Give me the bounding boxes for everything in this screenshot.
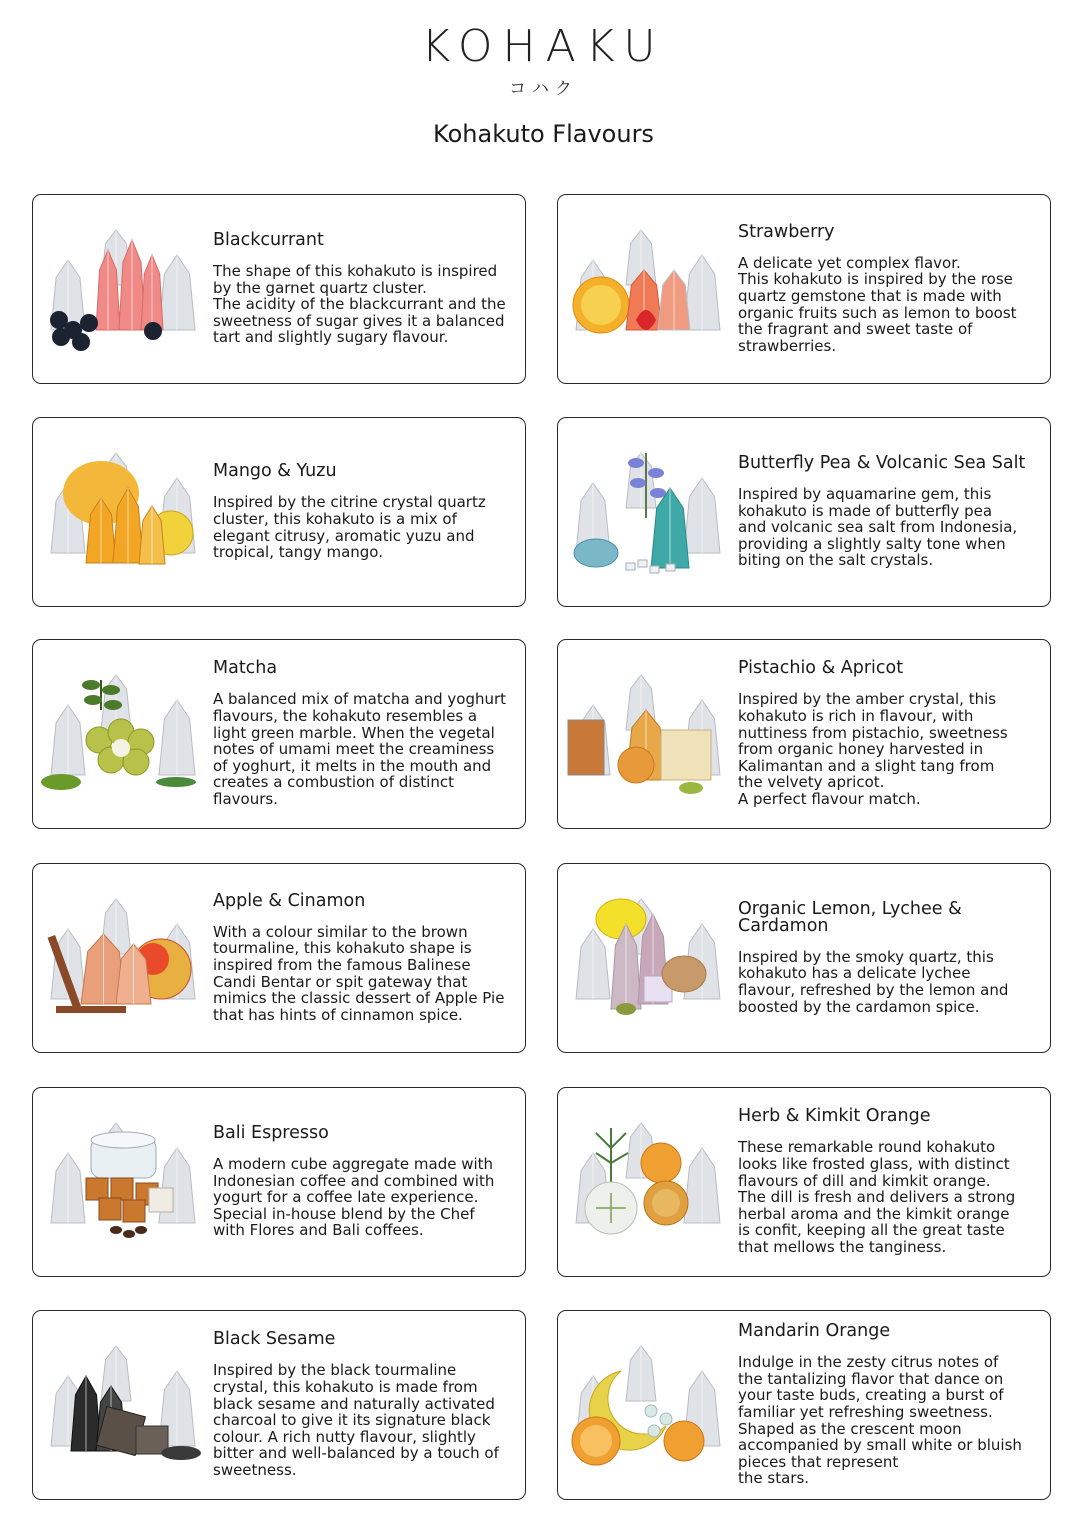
flavour-name: Butterfly Pea & Volcanic Sea Salt bbox=[738, 453, 1026, 474]
flavour-text bbox=[738, 195, 1038, 383]
flavour-description: A modern cube aggregate made with Indonesian coffee and combined with yogurt for a coffee late experience. Special in-house blend by the Chef with Flores and Bali coffees. bbox=[213, 1155, 495, 1240]
flavour-card bbox=[32, 1310, 526, 1500]
flavour-text bbox=[738, 418, 1038, 606]
mango-yuzu-crystal-icon bbox=[41, 448, 201, 578]
matcha-crystal-icon bbox=[41, 670, 201, 800]
flavour-description: Indulge in the zesty citrus notes of the tantalizing flavor that dance on your taste buds, creating a burst of familiar yet refreshing sweetness. Shaped as the crescent moon accompanied by small white or bluish pieces that represent the stars. bbox=[738, 1353, 1022, 1488]
flavour-name: Mandarin Orange bbox=[738, 1321, 891, 1342]
flavour-description: A delicate yet complex flavor. This kohakuto is inspired by the rose quartz gemstone that is made with organic fruits such as lemon to boost the fragrant and sweet taste of strawberries. bbox=[738, 253, 1017, 355]
flavour-name: Matcha bbox=[213, 658, 278, 679]
flavour-text bbox=[213, 418, 513, 606]
flavour-text bbox=[213, 864, 513, 1052]
butterfly-pea-crystal-icon bbox=[566, 448, 726, 578]
flavour-description: These remarkable round kohakuto looks like frosted glass, with distinct flavours of dill and kimkit orange. The dill is fresh and delivers a strong herbal aroma and the kimkit orange is confit, keeping all the great taste that mellows the tanginess. bbox=[738, 1138, 1016, 1256]
flavour-card bbox=[557, 1087, 1051, 1277]
flavour-card bbox=[32, 417, 526, 607]
flavour-description: Inspired by the black tourmaline crystal, this kohakuto is made from black sesame and naturally activated charcoal to give it its signature black colour. A rich nutty flavour, slightly bitter and well-balanced by a touch of sweetness. bbox=[213, 1361, 499, 1479]
flavour-name: Blackcurrant bbox=[213, 230, 324, 251]
flavour-text bbox=[738, 640, 1038, 828]
herb-orange-crystal-icon bbox=[566, 1118, 726, 1248]
flavour-name: Organic Lemon, Lychee & Cardamon bbox=[738, 898, 962, 936]
flavour-card bbox=[557, 639, 1051, 829]
flavour-text bbox=[738, 1311, 1038, 1499]
mandarin-crystal-icon bbox=[566, 1341, 726, 1471]
flavour-text bbox=[213, 640, 513, 828]
flavour-description: Inspired by the smoky quartz, this kohakuto has a delicate lychee flavour, refreshed by the lemon and boosted by the cardamon spice. bbox=[738, 947, 1009, 1016]
flavour-card bbox=[557, 417, 1051, 607]
flavour-description: The shape of this kohakuto is inspired by the garnet quartz cluster. The acidity of the blackcurrant and the sweetness of sugar gives it a balanced tart and slightly sugary flavour. bbox=[213, 262, 506, 347]
apple-cinnamon-crystal-icon bbox=[41, 894, 201, 1024]
flavour-card bbox=[32, 863, 526, 1053]
brand-logo-wordmark: KOHAKU bbox=[421, 21, 666, 72]
flavour-card bbox=[32, 639, 526, 829]
flavour-description: A balanced mix of matcha and yoghurt flavours, the kohakuto resembles a light green marble. When the vegetal notes of umami meet the creaminess of yoghurt, it melts in the mouth and creates a combustion of distinct flavours. bbox=[213, 690, 507, 808]
flavour-name: Strawberry bbox=[738, 221, 835, 242]
espresso-crystal-icon bbox=[41, 1118, 201, 1248]
pistachio-apricot-crystal-icon bbox=[566, 670, 726, 800]
flavour-text bbox=[213, 195, 513, 383]
flavour-name: Mango & Yuzu bbox=[213, 461, 337, 482]
flavour-card bbox=[557, 194, 1051, 384]
flavour-card bbox=[557, 1310, 1051, 1500]
flavour-card bbox=[557, 863, 1051, 1053]
flavour-text bbox=[738, 864, 1038, 1052]
brand-logo-kana: コハク bbox=[509, 79, 578, 99]
flavour-text bbox=[213, 1088, 513, 1276]
flavour-name: Black Sesame bbox=[213, 1329, 336, 1350]
flavour-description: With a colour similar to the brown tourmaline, this kohakuto shape is inspired from the famous Balinese Candi Bentar or spit gateway that mimics the classic dessert of Apple Pie that has hints of cinnamon spice. bbox=[213, 922, 505, 1024]
flavour-card bbox=[32, 1087, 526, 1277]
black-sesame-crystal-icon bbox=[41, 1341, 201, 1471]
lemon-lychee-crystal-icon bbox=[566, 894, 726, 1024]
flavour-description: Inspired by aquamarine gem, this kohakuto is made of butterfly pea and volcanic sea salt from Indonesia, providing a slightly salty tone when biting on the salt crystals. bbox=[738, 485, 1018, 570]
flavour-card bbox=[32, 194, 526, 384]
flavour-description: Inspired by the amber crystal, this kohakuto is rich in flavour, with nuttiness from pistachio, sweetness from organic honey harvested in Kalimantan and a slight tang from the velvety apricot. A perfect flavour match. bbox=[738, 690, 1008, 808]
flavour-text bbox=[738, 1088, 1038, 1276]
flavour-name: Apple & Cinamon bbox=[213, 890, 366, 911]
flavour-name: Pistachio & Apricot bbox=[738, 658, 904, 679]
blackcurrant-crystal-icon bbox=[41, 225, 201, 355]
flavour-name: Bali Espresso bbox=[213, 1123, 329, 1144]
flavour-description: Inspired by the citrine crystal quartz cluster, this kohakuto is a mix of elegant citrusy, aromatic yuzu and tropical, tangy mango. bbox=[213, 493, 486, 562]
strawberry-crystal-icon bbox=[566, 225, 726, 355]
brand-header bbox=[0, 22, 1087, 99]
flavour-name: Herb & Kimkit Orange bbox=[738, 1106, 931, 1127]
page-title: Kohakuto Flavours bbox=[433, 120, 654, 148]
flavour-text bbox=[213, 1311, 513, 1499]
